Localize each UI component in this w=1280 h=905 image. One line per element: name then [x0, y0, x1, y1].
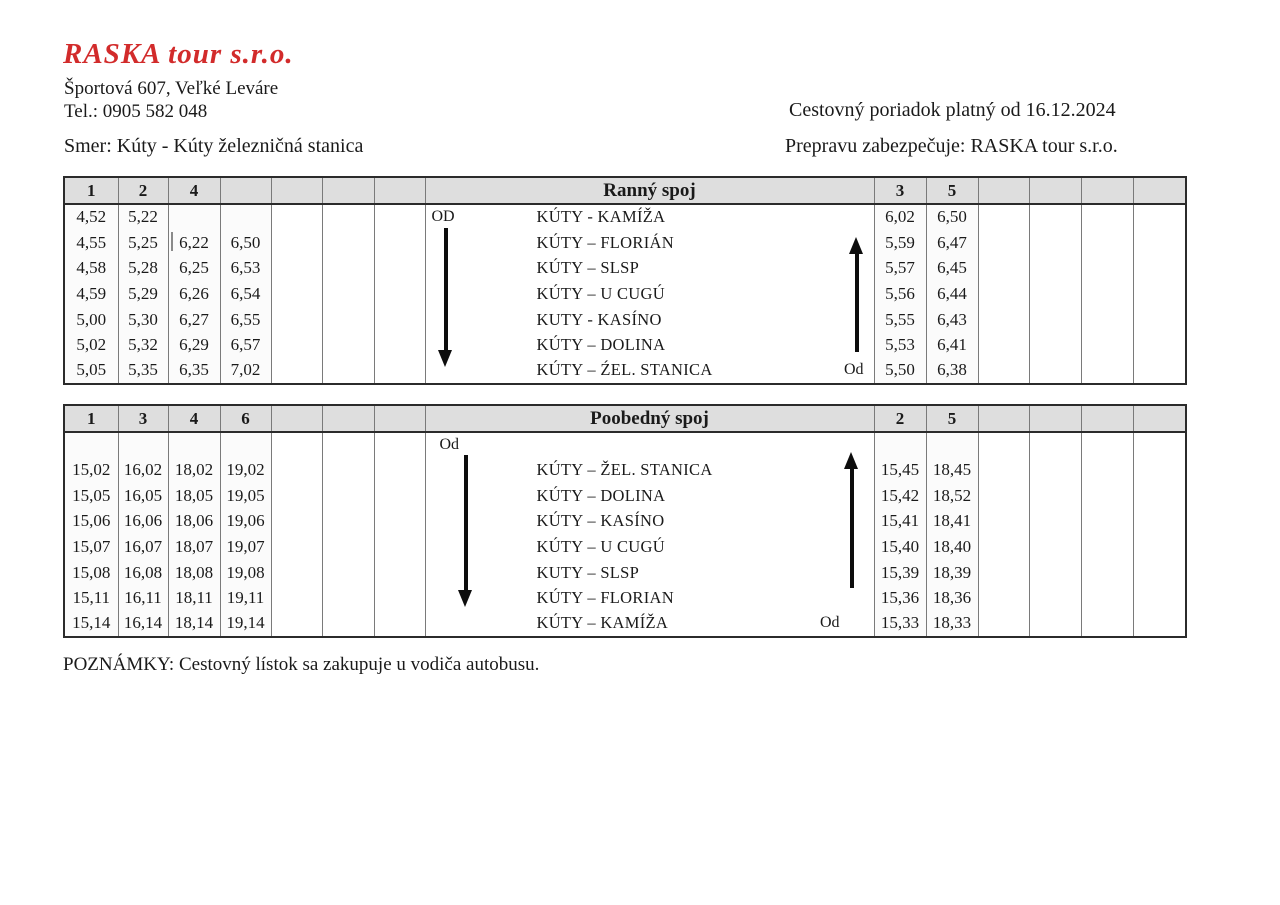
validity-text: Cestovný poriadok platný od 16.12.2024 — [789, 99, 1116, 121]
station-name: KÚTY – ŹEL. STANICA — [536, 360, 713, 380]
time-cell-empty — [1133, 332, 1186, 358]
col-header-blank-r2 — [978, 177, 1029, 204]
timetable-row — [64, 585, 1186, 611]
col-header-blank-r5 — [1133, 177, 1186, 204]
timetable-row — [64, 560, 1186, 586]
station-name: KÚTY – FLORIAN — [536, 588, 674, 608]
time-cell-empty — [322, 255, 374, 281]
time-cell-empty — [168, 204, 220, 230]
timetable-row — [64, 255, 1186, 281]
time-cell: 5,28 — [118, 255, 168, 281]
station-cell — [425, 534, 874, 560]
col-header-blank-3 — [220, 177, 271, 204]
time-cell-empty — [1029, 534, 1081, 560]
time-cell-empty — [1133, 483, 1186, 509]
time-cell-empty — [1029, 560, 1081, 586]
departure-label: Od — [843, 361, 864, 379]
station-name: KÚTY – KASÍNO — [536, 511, 665, 531]
station-name: KÚTY – DOLINA — [536, 485, 666, 505]
time-cell-empty — [271, 483, 322, 509]
time-cell: 19,07 — [220, 534, 271, 560]
station-cell — [425, 230, 874, 256]
time-cell-empty — [1081, 585, 1133, 611]
time-cell-empty — [271, 255, 322, 281]
time-cell: 18,11 — [168, 585, 220, 611]
col-header-4: 4 — [168, 405, 220, 432]
timetable-row — [64, 534, 1186, 560]
time-cell: 16,07 — [118, 534, 168, 560]
col-header-5: 5 — [926, 177, 978, 204]
company-phone: Tel.: 0905 582 048 — [64, 101, 208, 122]
time-cell-empty — [322, 534, 374, 560]
time-cell-empty — [1029, 508, 1081, 534]
col-header-4: 4 — [168, 177, 220, 204]
time-cell-empty — [271, 230, 322, 256]
time-cell-empty — [271, 560, 322, 586]
route-up-arrow-icon — [849, 237, 863, 254]
time-cell-empty — [1133, 560, 1186, 586]
time-cell-empty — [978, 611, 1029, 637]
time-cell-empty — [1081, 281, 1133, 307]
morning-timetable — [63, 176, 1187, 385]
time-cell: 18,39 — [926, 560, 978, 586]
col-header-5: 5 — [926, 405, 978, 432]
time-cell-empty — [271, 204, 322, 230]
time-cell: 5,22 — [118, 204, 168, 230]
time-cell: 18,36 — [926, 585, 978, 611]
route-down-arrow-shaft — [444, 228, 448, 350]
time-cell-empty — [1133, 457, 1186, 483]
station-cell — [425, 432, 874, 457]
time-cell-empty — [374, 255, 425, 281]
time-cell-empty — [374, 358, 425, 384]
time-cell: 15,41 — [874, 508, 926, 534]
time-cell: 6,55 — [220, 307, 271, 333]
time-cell-empty — [978, 204, 1029, 230]
time-cell-empty — [978, 483, 1029, 509]
time-cell-empty — [1133, 611, 1186, 637]
time-cell-empty — [1081, 432, 1133, 457]
timetable-row — [64, 281, 1186, 307]
time-cell-empty — [1133, 281, 1186, 307]
time-cell: 16,02 — [118, 457, 168, 483]
time-cell-empty — [322, 204, 374, 230]
time-cell: 5,25 — [118, 230, 168, 256]
time-cell-empty — [271, 307, 322, 333]
time-cell: 19,08 — [220, 560, 271, 586]
table-title: Ranný spoj — [425, 177, 874, 204]
timetable-row — [64, 230, 1186, 256]
time-cell-empty — [374, 281, 425, 307]
station-name: KÚTY – SLSP — [536, 258, 640, 278]
time-cell-empty — [1133, 358, 1186, 384]
time-cell-empty — [978, 432, 1029, 457]
timetable-row — [64, 358, 1186, 384]
time-cell-empty — [1081, 204, 1133, 230]
col-header-blank-5 — [322, 405, 374, 432]
timetable-row — [64, 483, 1186, 509]
station-name: KÚTY - KAMÍŽA — [536, 207, 666, 227]
timetable-row — [64, 508, 1186, 534]
time-cell-empty — [322, 483, 374, 509]
col-header-blank-6 — [374, 405, 425, 432]
time-cell-empty — [1029, 255, 1081, 281]
time-cell: 15,06 — [64, 508, 118, 534]
time-cell: 15,02 — [64, 457, 118, 483]
departure-label: Od — [819, 614, 840, 632]
time-cell-empty — [1133, 534, 1186, 560]
time-cell: 5,56 — [874, 281, 926, 307]
station-name: KÚTY – DOLINA — [536, 335, 666, 355]
route-direction-text: Smer: Kúty - Kúty železničná stanica — [64, 135, 364, 157]
time-cell-empty — [118, 432, 168, 457]
station-cell — [425, 508, 874, 534]
time-cell: 18,40 — [926, 534, 978, 560]
time-cell-empty — [978, 508, 1029, 534]
time-cell-empty — [978, 281, 1029, 307]
time-cell: 16,14 — [118, 611, 168, 637]
time-cell: 4,55 — [64, 230, 118, 256]
time-cell-empty — [1029, 307, 1081, 333]
time-cell: 5,55 — [874, 307, 926, 333]
time-cell-empty — [374, 508, 425, 534]
time-cell-empty — [1081, 358, 1133, 384]
time-cell: 6,43 — [926, 307, 978, 333]
time-cell: 6,53 — [220, 255, 271, 281]
time-cell-empty — [1133, 255, 1186, 281]
time-cell-empty — [1081, 255, 1133, 281]
col-header-3: 3 — [874, 177, 926, 204]
time-cell-empty — [271, 585, 322, 611]
time-cell-empty — [1081, 560, 1133, 586]
time-cell-empty — [271, 611, 322, 637]
time-cell-empty — [168, 432, 220, 457]
time-cell-empty — [1133, 432, 1186, 457]
time-cell-empty — [1133, 307, 1186, 333]
col-header-blank-r4 — [1081, 405, 1133, 432]
time-cell-empty — [374, 432, 425, 457]
station-name: KÚTY – U CUGÚ — [536, 283, 665, 303]
time-cell-empty — [322, 332, 374, 358]
time-cell: 6,54 — [220, 281, 271, 307]
route-up-arrow-shaft — [855, 252, 859, 352]
time-cell: 5,00 — [64, 307, 118, 333]
time-cell: 6,27 — [168, 307, 220, 333]
table-title: Poobedný spoj — [425, 405, 874, 432]
time-cell-empty — [1081, 483, 1133, 509]
timetable-row — [64, 332, 1186, 358]
time-cell-empty — [322, 585, 374, 611]
time-cell-empty — [271, 332, 322, 358]
time-cell: 15,39 — [874, 560, 926, 586]
time-cell-empty — [1081, 230, 1133, 256]
time-cell: 5,50 — [874, 358, 926, 384]
col-header-3: 3 — [118, 405, 168, 432]
time-cell: 15,05 — [64, 483, 118, 509]
station-cell — [425, 457, 874, 483]
col-header-1: 1 — [64, 405, 118, 432]
time-cell-empty — [1029, 457, 1081, 483]
time-cell-empty — [926, 432, 978, 457]
time-cell-empty — [978, 230, 1029, 256]
route-down-arrow-icon — [458, 590, 472, 607]
time-cell: 6,35 — [168, 358, 220, 384]
time-cell: 18,06 — [168, 508, 220, 534]
time-cell: 5,05 — [64, 358, 118, 384]
time-cell: 6,29 — [168, 332, 220, 358]
col-header-2: 2 — [118, 177, 168, 204]
time-cell: 15,45 — [874, 457, 926, 483]
time-cell: 18,33 — [926, 611, 978, 637]
col-header-6: 6 — [220, 405, 271, 432]
time-cell: 16,11 — [118, 585, 168, 611]
company-address: Športová 607, Veľké Leváre — [64, 78, 279, 99]
station-name: KÚTY – U CUGÚ — [536, 536, 665, 556]
company-logo-text: RASKA tour s.r.o. — [63, 38, 294, 70]
time-cell: 6,57 — [220, 332, 271, 358]
time-cell-empty — [1133, 585, 1186, 611]
time-cell-empty — [978, 255, 1029, 281]
time-cell: 5,32 — [118, 332, 168, 358]
time-cell-empty — [1029, 483, 1081, 509]
time-cell-empty — [322, 281, 374, 307]
time-cell: 15,11 — [64, 585, 118, 611]
time-cell: 15,08 — [64, 560, 118, 586]
station-cell — [425, 332, 874, 358]
time-cell: 7,02 — [220, 358, 271, 384]
time-cell-empty — [978, 560, 1029, 586]
time-cell-empty — [374, 534, 425, 560]
time-cell-empty — [322, 611, 374, 637]
afternoon-timetable — [63, 404, 1187, 638]
time-cell-empty — [978, 358, 1029, 384]
station-cell — [425, 611, 874, 637]
station-cell — [425, 560, 874, 586]
time-cell-empty — [1133, 508, 1186, 534]
station-name: KÚTY – ŽEL. STANICA — [536, 459, 713, 479]
col-header-blank-r3 — [1029, 405, 1081, 432]
col-header-blank-6 — [374, 177, 425, 204]
time-cell-empty — [1133, 230, 1186, 256]
time-cell: 15,33 — [874, 611, 926, 637]
time-cell-empty — [1029, 611, 1081, 637]
time-cell-empty — [1081, 332, 1133, 358]
time-cell-empty — [1029, 358, 1081, 384]
time-cell: 6,45 — [926, 255, 978, 281]
time-cell-empty — [322, 230, 374, 256]
time-cell-empty — [271, 457, 322, 483]
time-cell-empty — [271, 508, 322, 534]
time-cell: 5,02 — [64, 332, 118, 358]
time-cell-empty — [374, 332, 425, 358]
station-cell — [425, 585, 874, 611]
time-cell-empty — [1133, 204, 1186, 230]
time-cell-empty — [322, 560, 374, 586]
time-cell: 4,59 — [64, 281, 118, 307]
col-header-blank-4 — [271, 177, 322, 204]
time-cell: 19,05 — [220, 483, 271, 509]
col-header-2: 2 — [874, 405, 926, 432]
col-header-blank-r3 — [1029, 177, 1081, 204]
time-cell: 16,05 — [118, 483, 168, 509]
time-cell-empty — [374, 585, 425, 611]
station-cell — [425, 358, 874, 384]
time-cell-empty — [322, 432, 374, 457]
notes-text: POZNÁMKY: Cestovný lístok sa zakupuje u vodiča autobusu. — [63, 654, 540, 675]
time-cell: 5,30 — [118, 307, 168, 333]
timetable-row — [64, 307, 1186, 333]
time-cell: 4,52 — [64, 204, 118, 230]
departure-label: Od — [439, 436, 460, 453]
time-cell-empty — [978, 585, 1029, 611]
operator-text: Prepravu zabezpečuje: RASKA tour s.r.o. — [785, 135, 1118, 157]
time-cell: 6,22 — [168, 230, 220, 256]
time-cell: 18,02 — [168, 457, 220, 483]
time-cell-empty — [1081, 508, 1133, 534]
station-name: KUTY - KASÍNO — [536, 309, 662, 329]
time-cell-empty — [1029, 332, 1081, 358]
departure-label-row — [64, 432, 1186, 457]
time-cell: 5,57 — [874, 255, 926, 281]
time-cell-empty — [1081, 457, 1133, 483]
time-cell-empty — [64, 432, 118, 457]
time-cell: 15,42 — [874, 483, 926, 509]
time-cell-empty — [1029, 585, 1081, 611]
time-cell: 18,45 — [926, 457, 978, 483]
time-cell: 19,02 — [220, 457, 271, 483]
time-cell: 18,52 — [926, 483, 978, 509]
time-cell-empty — [374, 560, 425, 586]
time-cell-empty — [1081, 611, 1133, 637]
time-cell-empty — [1029, 281, 1081, 307]
time-cell-empty — [220, 204, 271, 230]
col-header-blank-5 — [322, 177, 374, 204]
route-up-arrow-shaft — [850, 467, 854, 588]
time-cell: 6,44 — [926, 281, 978, 307]
departure-label: OD — [431, 208, 455, 226]
time-cell-empty — [374, 204, 425, 230]
time-cell: 6,25 — [168, 255, 220, 281]
time-cell-empty — [374, 611, 425, 637]
time-cell-empty — [1029, 432, 1081, 457]
time-cell: 6,02 — [874, 204, 926, 230]
station-name: KUTY – SLSP — [536, 562, 640, 582]
time-cell-empty — [978, 307, 1029, 333]
time-cell: 5,35 — [118, 358, 168, 384]
time-cell-empty — [874, 432, 926, 457]
time-cell: 19,11 — [220, 585, 271, 611]
station-cell — [425, 255, 874, 281]
time-cell-empty — [978, 534, 1029, 560]
time-cell-empty — [271, 534, 322, 560]
time-cell-empty — [220, 432, 271, 457]
time-cell: 5,53 — [874, 332, 926, 358]
time-cell: 15,36 — [874, 585, 926, 611]
time-cell-empty — [322, 307, 374, 333]
station-cell — [425, 204, 874, 230]
time-cell-empty — [271, 281, 322, 307]
time-cell: 18,08 — [168, 560, 220, 586]
station-name: KÚTY – KAMÍŽA — [536, 613, 669, 633]
time-cell: 19,14 — [220, 611, 271, 637]
time-cell: 15,40 — [874, 534, 926, 560]
time-cell: 6,47 — [926, 230, 978, 256]
time-cell: 18,05 — [168, 483, 220, 509]
col-header-blank-4 — [271, 405, 322, 432]
time-cell-empty — [1029, 204, 1081, 230]
station-name: KÚTY – FLORIÁN — [536, 232, 674, 252]
time-cell: 19,06 — [220, 508, 271, 534]
time-cell-empty — [374, 307, 425, 333]
route-up-arrow-icon — [844, 452, 858, 469]
time-cell: 18,41 — [926, 508, 978, 534]
time-cell: 6,50 — [926, 204, 978, 230]
time-cell: 5,59 — [874, 230, 926, 256]
time-cell: 5,29 — [118, 281, 168, 307]
time-cell-empty — [271, 358, 322, 384]
time-cell-empty — [978, 457, 1029, 483]
time-cell: 18,14 — [168, 611, 220, 637]
time-cell-empty — [374, 483, 425, 509]
time-cell: 6,41 — [926, 332, 978, 358]
time-cell-empty — [322, 358, 374, 384]
time-cell-empty — [374, 457, 425, 483]
station-cell — [425, 307, 874, 333]
time-cell-empty — [322, 457, 374, 483]
timetable-row — [64, 457, 1186, 483]
col-header-blank-r4 — [1081, 177, 1133, 204]
time-cell-empty — [1081, 534, 1133, 560]
route-down-arrow-icon — [438, 350, 452, 367]
time-cell: 6,26 — [168, 281, 220, 307]
time-cell-empty — [1029, 230, 1081, 256]
time-cell: 6,38 — [926, 358, 978, 384]
col-header-1: 1 — [64, 177, 118, 204]
time-cell-empty — [271, 432, 322, 457]
time-cell-empty — [1081, 307, 1133, 333]
station-cell — [425, 483, 874, 509]
time-cell: 15,14 — [64, 611, 118, 637]
time-cell-empty — [322, 508, 374, 534]
timetable-row — [64, 204, 1186, 230]
time-cell: 4,58 — [64, 255, 118, 281]
time-cell-empty — [978, 332, 1029, 358]
col-header-blank-r5 — [1133, 405, 1186, 432]
time-cell: 6,50 — [220, 230, 271, 256]
time-cell-empty — [374, 230, 425, 256]
route-down-arrow-shaft — [464, 455, 468, 590]
timetable-row — [64, 611, 1186, 637]
time-cell: 15,07 — [64, 534, 118, 560]
time-cell: 18,07 — [168, 534, 220, 560]
time-cell: 16,06 — [118, 508, 168, 534]
time-cell: 16,08 — [118, 560, 168, 586]
col-header-blank-r2 — [978, 405, 1029, 432]
station-cell — [425, 281, 874, 307]
